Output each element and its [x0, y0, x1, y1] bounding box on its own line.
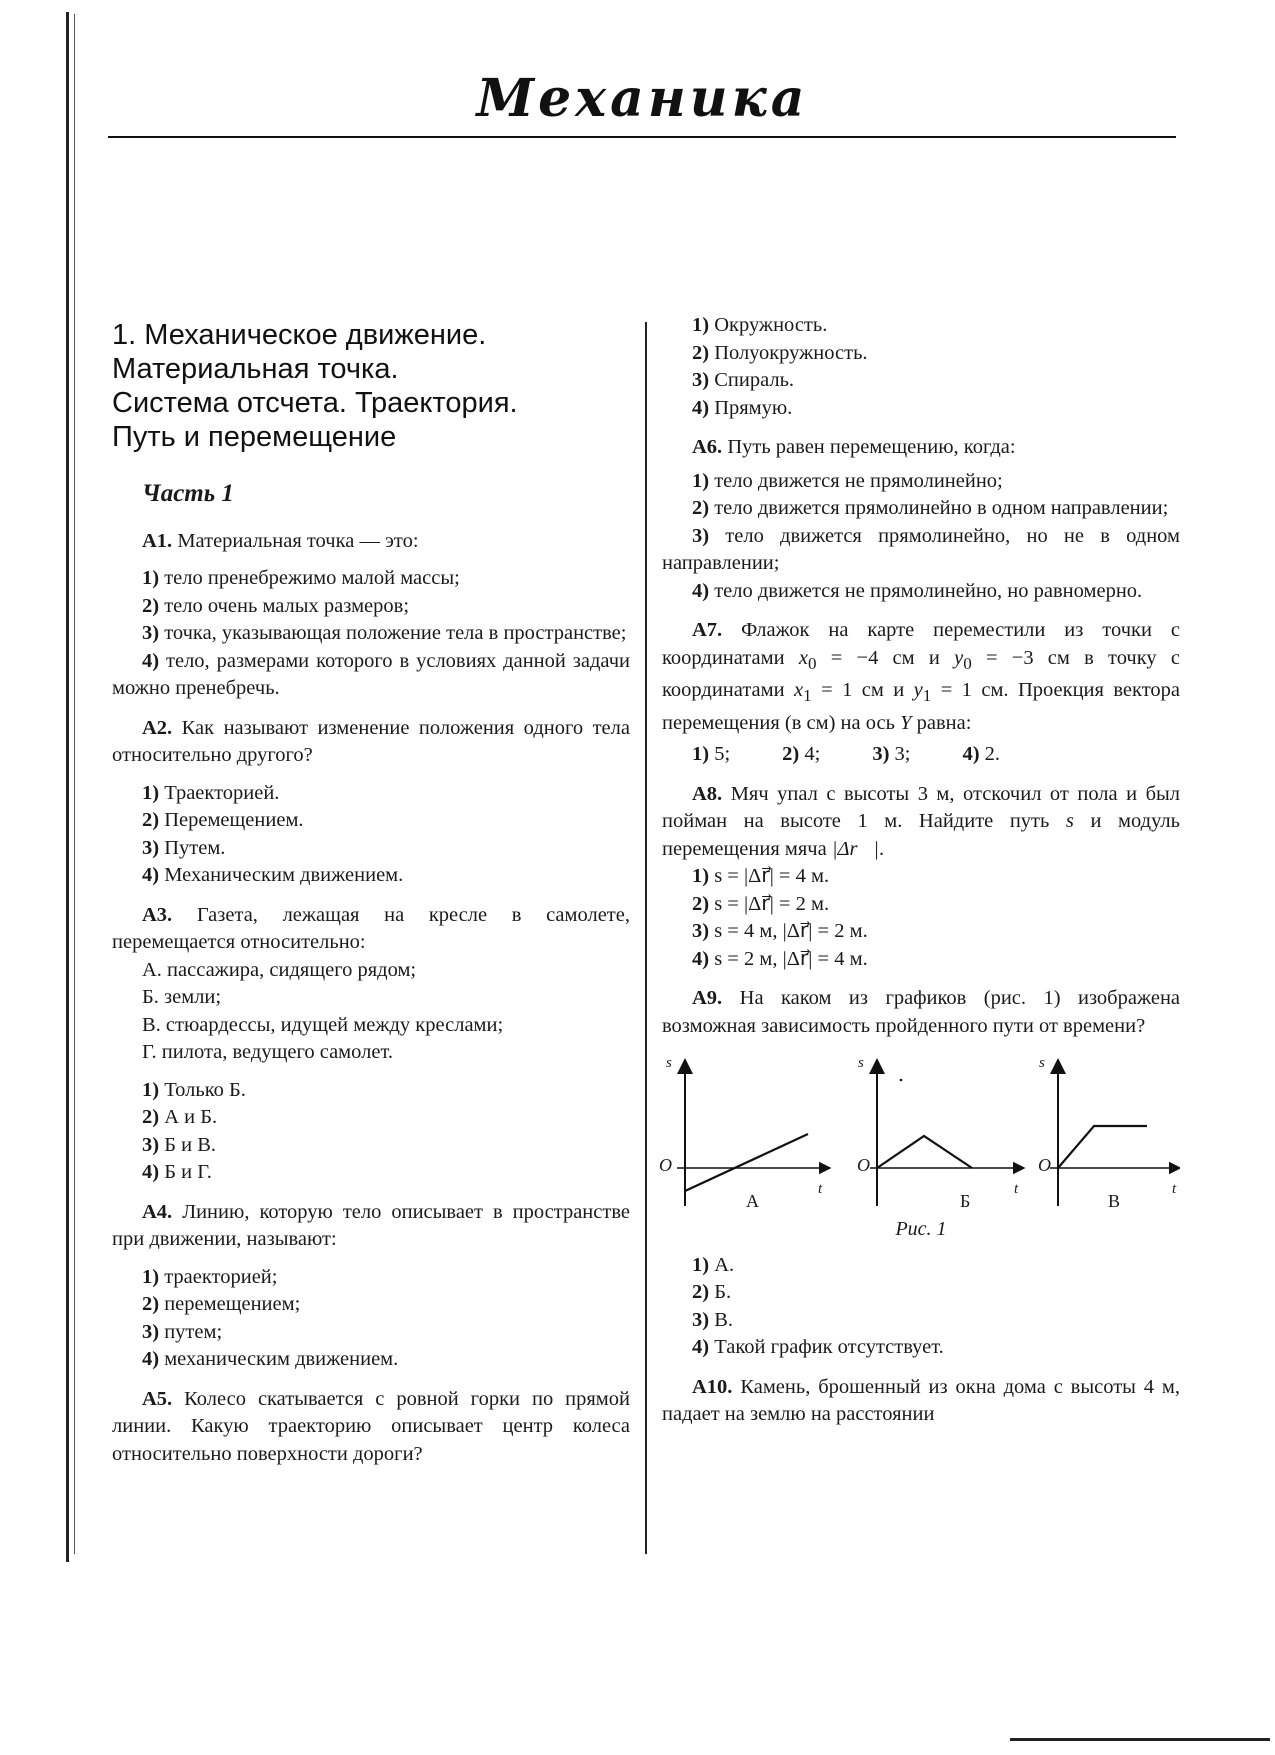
- column-divider: [645, 322, 647, 1554]
- answer-option: 1) тело пренебрежимо малой массы;: [142, 567, 460, 589]
- answer-option: 2) 4;: [782, 743, 821, 766]
- answer-option: 2) тело движется прямолинейно в одном направлении;: [692, 497, 1169, 519]
- question-text: Линию, которую тело описывает в пространстве при движении, называют:: [112, 1200, 630, 1250]
- answer-option: 4) Такой график отсутствует.: [692, 1336, 944, 1359]
- question-text: Как называют изменение положения одного тела относительно другого?: [112, 716, 630, 766]
- question-a7: [662, 617, 1180, 769]
- answer-option: 2) Полуокружность.: [692, 341, 868, 364]
- question-text: Материальная точка — это:: [177, 529, 419, 552]
- graph-v: [1050, 1060, 1180, 1206]
- answer-option: 4) Механическим движением.: [142, 864, 404, 886]
- answer-option: 4) тело движется не прямолинейно, но равномерно.: [692, 579, 1143, 602]
- answer-options: [692, 741, 1180, 769]
- answer-option: 3) точка, указывающая положение тела в пространстве;: [142, 622, 627, 644]
- answer-option: 4) тело, размерами которого в условиях данной задачи можно пренебречь.: [112, 649, 630, 699]
- question-text: Газета, лежащая на кресле в самолете, перемещается относительно:: [112, 903, 630, 953]
- answer-option: 4) Б и Г.: [142, 1161, 212, 1183]
- answer-option: 3) 3;: [872, 743, 911, 766]
- answer-options: [112, 565, 630, 703]
- question-a3: А3. Газета, лежащая на кресле в самолете, перемещается относительно: А. пассажира, сидящего рядом; Б. земли; В. стюардессы, идущей между креслами; Г. пилота, ведущего самолет. 1) Только Б. 2) А и Б. 3) Б и В. 4) Б и Г.: [112, 902, 630, 1187]
- graph-label-b: Б: [960, 1191, 971, 1212]
- answer-option: 1) Траекторией.: [142, 781, 280, 804]
- axis-label-t: t: [1014, 1181, 1019, 1198]
- answer-option: 3) s = 4 м, |Δr⃗| = 2 м.: [692, 920, 868, 943]
- question-text: На каком из графиков (рис. 1) изображена возможная зависимость пройденного пути от времени?: [662, 987, 1181, 1037]
- question-a5: А5. Колесо скатывается с ровной горки по прямой линии. Какую траекторию описывает центр колеса относительно поверхности дороги?: [112, 1387, 631, 1465]
- question-a4: А4. Линию, которую тело описывает в пространстве при движении, называют: 1) траекторией; 2) перемещением; 3) путем; 4) механическим движением.: [112, 1199, 630, 1374]
- question-text: Путь равен перемещению, когда:: [727, 436, 1016, 458]
- answer-option: 3) тело движется прямолинейно, но не в одном направлении;: [662, 524, 1180, 574]
- answer-option: 1) Только Б.: [142, 1078, 246, 1101]
- answer-option: 2) перемещением;: [142, 1293, 301, 1315]
- statement-item: В. стюардессы, идущей между креслами;: [142, 1013, 504, 1036]
- answer-options: [142, 1077, 630, 1187]
- graph-a-line: [685, 1134, 808, 1191]
- graph-v-line: [1058, 1126, 1147, 1168]
- answer-options: [142, 780, 630, 890]
- answer-option: 1) Окружность.: [692, 314, 828, 336]
- answer-option: 4) s = 2 м, |Δr⃗| = 4 м.: [692, 947, 868, 970]
- answer-options: [692, 863, 1180, 973]
- left-column: [112, 318, 630, 1480]
- answer-option: 2) s = |Δr⃗| = 2 м.: [692, 892, 830, 915]
- header-rule: [108, 136, 1176, 138]
- question-text: Колесо скатывается с ровной горки по прямой линии. Какую траекторию описывает центр колеса относительно поверхности дороги?: [112, 1387, 631, 1465]
- question-text: Камень, брошенный из окна дома с высоты 4 м, падает на землю на расстоянии: [662, 1375, 1180, 1426]
- graph-b: [870, 1060, 1024, 1206]
- part-title: Часть 1: [142, 480, 234, 507]
- answer-options: [142, 1264, 630, 1374]
- axis-label-s: s: [666, 1055, 672, 1072]
- axis-label-t: t: [1172, 1181, 1177, 1198]
- question-a5-options: [662, 312, 1180, 422]
- answer-options: [662, 468, 1180, 606]
- axis-label-s: s: [1039, 1055, 1045, 1072]
- question-a8: [662, 781, 1180, 974]
- page-header-title: Механика: [476, 68, 809, 129]
- answer-option: 2) А и Б.: [142, 1106, 218, 1128]
- origin-label: O: [659, 1155, 672, 1176]
- statement-item: Г. пилота, ведущего самолет.: [142, 1041, 393, 1063]
- answer-option: 3) Путем.: [142, 836, 226, 859]
- graph-a: [677, 1060, 830, 1206]
- question-a6: А6. Путь равен перемещению, когда: 1) тело движется не прямолинейно; 2) тело движется прямолинейно в одном направлении; 3) тело движется прямолинейно, но не в одном направлении; 4) тело движется не прямолинейно, но равномерно.: [662, 434, 1180, 605]
- question-a2: А2. Как называют изменение положения одного тела относительно другого? 1) Траекторией. 2) Перемещением. 3) Путем. 4) Механическим движением.: [112, 715, 630, 890]
- axis-label-s: s: [858, 1055, 864, 1072]
- answer-option: 3) путем;: [142, 1320, 223, 1343]
- answer-option: 1) тело движется не прямолинейно;: [692, 469, 1003, 492]
- answer-option: 3) Б и В.: [142, 1133, 216, 1156]
- question-text: А7. Флажок на карте переместили из точки с координатами $x_0 = -4$ см и $y_0 = -3$ см в точку с координатами $x_1 = 1$ см и $y_1 = 1$ см. Проекция вектора перемещения (в см) на ось Y равна:: [662, 619, 1180, 734]
- axis-label-t: t: [818, 1181, 823, 1198]
- answer-option: 2) Перемещением.: [142, 809, 304, 831]
- binding-edge: [66, 12, 69, 1562]
- right-column: [659, 314, 1181, 1441]
- question-a9: А9. На каком из графиков (рис. 1) изображена возможная зависимость пройденного пути от времени? s s s O O O t t t А Б В Рис. 1 1) А. 2) Б. 3) В. 4) Такой график отсутствует.: [662, 985, 1180, 1362]
- answer-option: 1) траекторией;: [142, 1265, 278, 1288]
- print-speck: [900, 1079, 903, 1082]
- statement-item: Б. земли;: [142, 986, 222, 1008]
- answer-option: 1) 5;: [692, 743, 731, 766]
- section-title: 1. Механическое движение. Материальная точка. Система отсчета. Траектория. Путь и перемещение: [112, 319, 518, 453]
- graph-label-a: А: [746, 1191, 759, 1212]
- graphs-svg: [662, 1046, 1180, 1214]
- answer-option: 3) Спираль.: [692, 369, 795, 391]
- statement-list: [142, 957, 630, 1067]
- origin-label: O: [1038, 1155, 1051, 1176]
- graph-label-v: В: [1108, 1191, 1121, 1212]
- answer-option: 4) 2.: [962, 743, 1001, 766]
- origin-label: O: [857, 1155, 870, 1176]
- binding-edge-inner: [74, 14, 75, 1554]
- graph-b-line: [877, 1136, 972, 1168]
- answer-option: 1) s = |Δr⃗| = 4 м.: [692, 865, 830, 888]
- answer-option: 4) механическим движением.: [142, 1348, 399, 1370]
- question-text: А8. Мяч упал с высоты 3 м, отскочил от пола и был пойман на высоте 1 м. Найдите путь s и модуль перемещения мяча |Δr⃗|.: [662, 782, 1181, 860]
- answer-option: 2) тело очень малых размеров;: [142, 594, 410, 617]
- figure-caption: Рис. 1: [895, 1218, 947, 1241]
- answer-options: [692, 312, 1180, 422]
- answer-options: [692, 1252, 1180, 1362]
- answer-option: 2) Б.: [692, 1281, 732, 1304]
- answer-option: 4) Прямую.: [692, 396, 793, 419]
- statement-item: А. пассажира, сидящего рядом;: [142, 958, 417, 981]
- question-a10: А10. Камень, брошенный из окна дома с высоты 4 м, падает на землю на расстоянии: [662, 1375, 1180, 1426]
- answer-option: 3) В.: [692, 1308, 734, 1331]
- bottom-rule: [1010, 1738, 1270, 1741]
- figure-1: [659, 1046, 1180, 1214]
- answer-option: 1) А.: [692, 1253, 735, 1276]
- question-label: А1.: [142, 529, 173, 552]
- question-a1: [112, 528, 630, 703]
